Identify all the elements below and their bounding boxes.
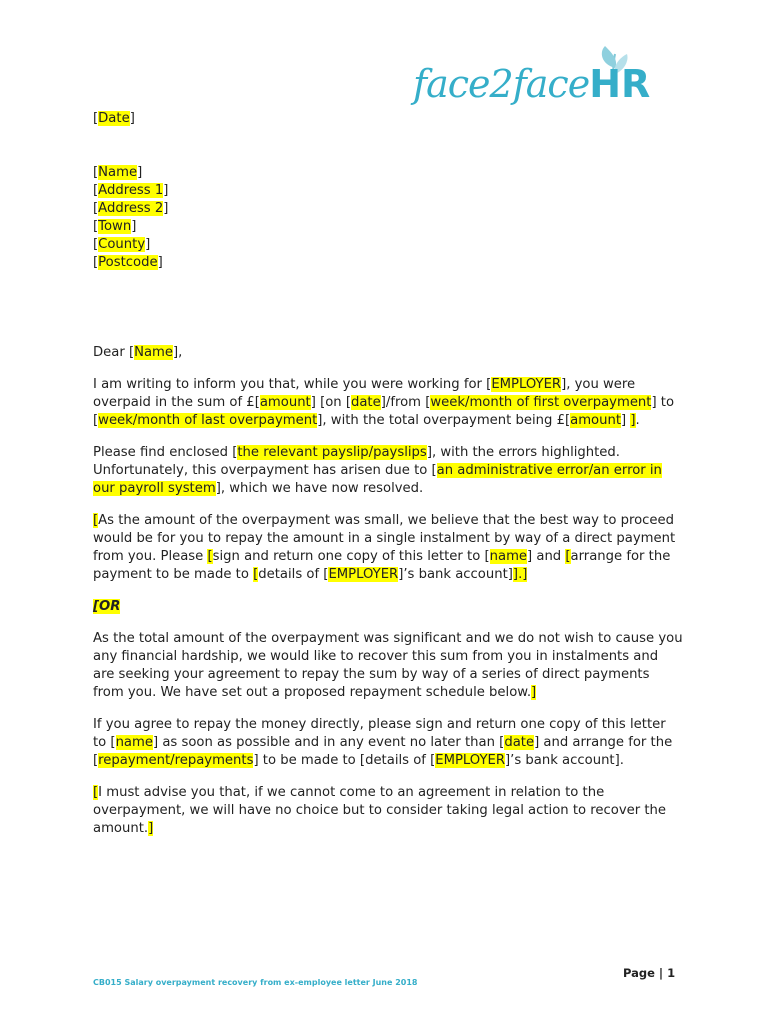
paragraph-significant-amount: [93, 630, 683, 702]
text: ] to [: [93, 395, 675, 428]
placeholder: EMPLOYER: [435, 753, 506, 768]
address-line: [Town]: [93, 219, 137, 234]
placeholder: date: [504, 735, 535, 750]
placeholder: an administrative error/an error in our payroll system: [93, 463, 662, 496]
placeholder: [: [565, 549, 571, 564]
placeholder: name: [115, 735, 153, 750]
text: ]’s bank account].: [505, 753, 624, 768]
address-line: [Address 1]: [93, 183, 169, 198]
paragraph-overpayment: [93, 376, 683, 430]
placeholder: ].]: [512, 567, 528, 582]
placeholder: EMPLOYER: [491, 377, 562, 392]
company-logo: [413, 44, 683, 114]
letter-body: [93, 110, 683, 838]
salutation-name: Name: [134, 345, 174, 360]
text: I am writing to inform you that, while you were working for [: [93, 377, 492, 392]
text: arrange for the payment to be made to: [93, 549, 671, 582]
salutation-prefix: Dear [: [93, 345, 135, 360]
text: ], with the total overpayment being £[: [317, 413, 571, 428]
placeholder: [: [253, 567, 259, 582]
text: ] and: [527, 549, 566, 564]
text: details of [: [258, 567, 329, 582]
text: ], you were overpaid in the sum of £[: [93, 377, 636, 410]
date-line: [Date]: [93, 111, 135, 126]
address-line2: Address 2: [98, 201, 164, 216]
logo-wordmark: [413, 62, 650, 106]
text: ] [on [: [310, 395, 351, 410]
footer-doc-ref: CB015 Salary overpayment recovery from ex-employee letter June 2018: [93, 978, 418, 987]
text: ]/from [: [380, 395, 431, 410]
logo-part-two: 2: [489, 62, 513, 106]
text: .: [635, 413, 640, 428]
placeholder: [: [207, 549, 213, 564]
placeholder: repayment/repayments: [98, 753, 254, 768]
paragraph-legal-action: [93, 784, 683, 838]
date-placeholder: Date: [98, 111, 130, 126]
or-label: [93, 598, 683, 616]
text: ] as soon as possible and in any event no later than [: [152, 735, 505, 750]
text: Please find enclosed [: [93, 445, 238, 460]
text: ]’s bank account]: [398, 567, 513, 582]
address-block: [93, 164, 683, 272]
page-number: Page | 1: [623, 966, 676, 980]
text: As the amount of the overpayment was small, we believe that the best way to proceed would be for you to repay the amount in a single instalment by way of a direct payment from you. Please: [93, 513, 676, 564]
placeholder: name: [489, 549, 528, 564]
address-postcode: Postcode: [98, 255, 158, 270]
placeholder: week/month of first overpayment: [430, 395, 652, 410]
address-line1: Address 1: [98, 183, 164, 198]
text: sign and return one copy of this letter to [: [212, 549, 490, 564]
text: ] and arrange for the [: [93, 735, 673, 768]
salutation: [93, 344, 683, 362]
text: ] to be made to [details of [: [253, 753, 436, 768]
address-name: Name: [98, 165, 138, 180]
placeholder: amount: [570, 413, 622, 428]
address-town: Town: [98, 219, 132, 234]
placeholder: [: [93, 513, 99, 528]
placeholder: the relevant payslip/payslips: [237, 445, 427, 460]
placeholder: week/month of last overpayment: [98, 413, 318, 428]
text: ], which we have now resolved.: [215, 481, 424, 496]
placeholder: ]: [531, 685, 537, 700]
paragraph-small-amount: [93, 512, 683, 584]
placeholder: EMPLOYER: [328, 567, 399, 582]
address-line: [Name]: [93, 165, 143, 180]
placeholder: amount: [259, 395, 311, 410]
placeholder: ]: [630, 413, 636, 428]
salutation-suffix: ],: [173, 345, 183, 360]
address-line: [Address 2]: [93, 201, 169, 216]
text: ], with the errors highlighted. Unfortunately, this overpayment has arisen due to [: [93, 445, 620, 478]
or-text: [OR: [93, 599, 121, 614]
logo-part-face1: face: [413, 62, 490, 106]
logo-part-face2: face: [512, 62, 590, 106]
placeholder: ]: [148, 821, 154, 836]
address-line: [County]: [93, 237, 151, 252]
placeholder: date: [350, 395, 381, 410]
paragraph-repay-directly: [93, 716, 683, 770]
address-line: [Postcode]: [93, 255, 163, 270]
text: If you agree to repay the money directly, please sign and return one copy of this letter to [: [93, 717, 666, 750]
text: I must advise you that, if we cannot come to an agreement in relation to the overpayment, we will have no choice but to consider taking legal action to recover the amount.: [93, 785, 667, 836]
text: As the total amount of the overpayment was significant and we do not wish to cause you any financial hardship, we would like to recover this sum from you in instalments and are seeking your agreement to repay the sum by way of a series of direct payments from you. We have set out a proposed repayment schedule below.: [93, 631, 683, 700]
placeholder: [: [93, 785, 99, 800]
text: ]: [621, 413, 631, 428]
logo-part-hr: HR: [589, 62, 651, 106]
paragraph-enclosed: [93, 444, 683, 498]
address-county: County: [98, 237, 146, 252]
